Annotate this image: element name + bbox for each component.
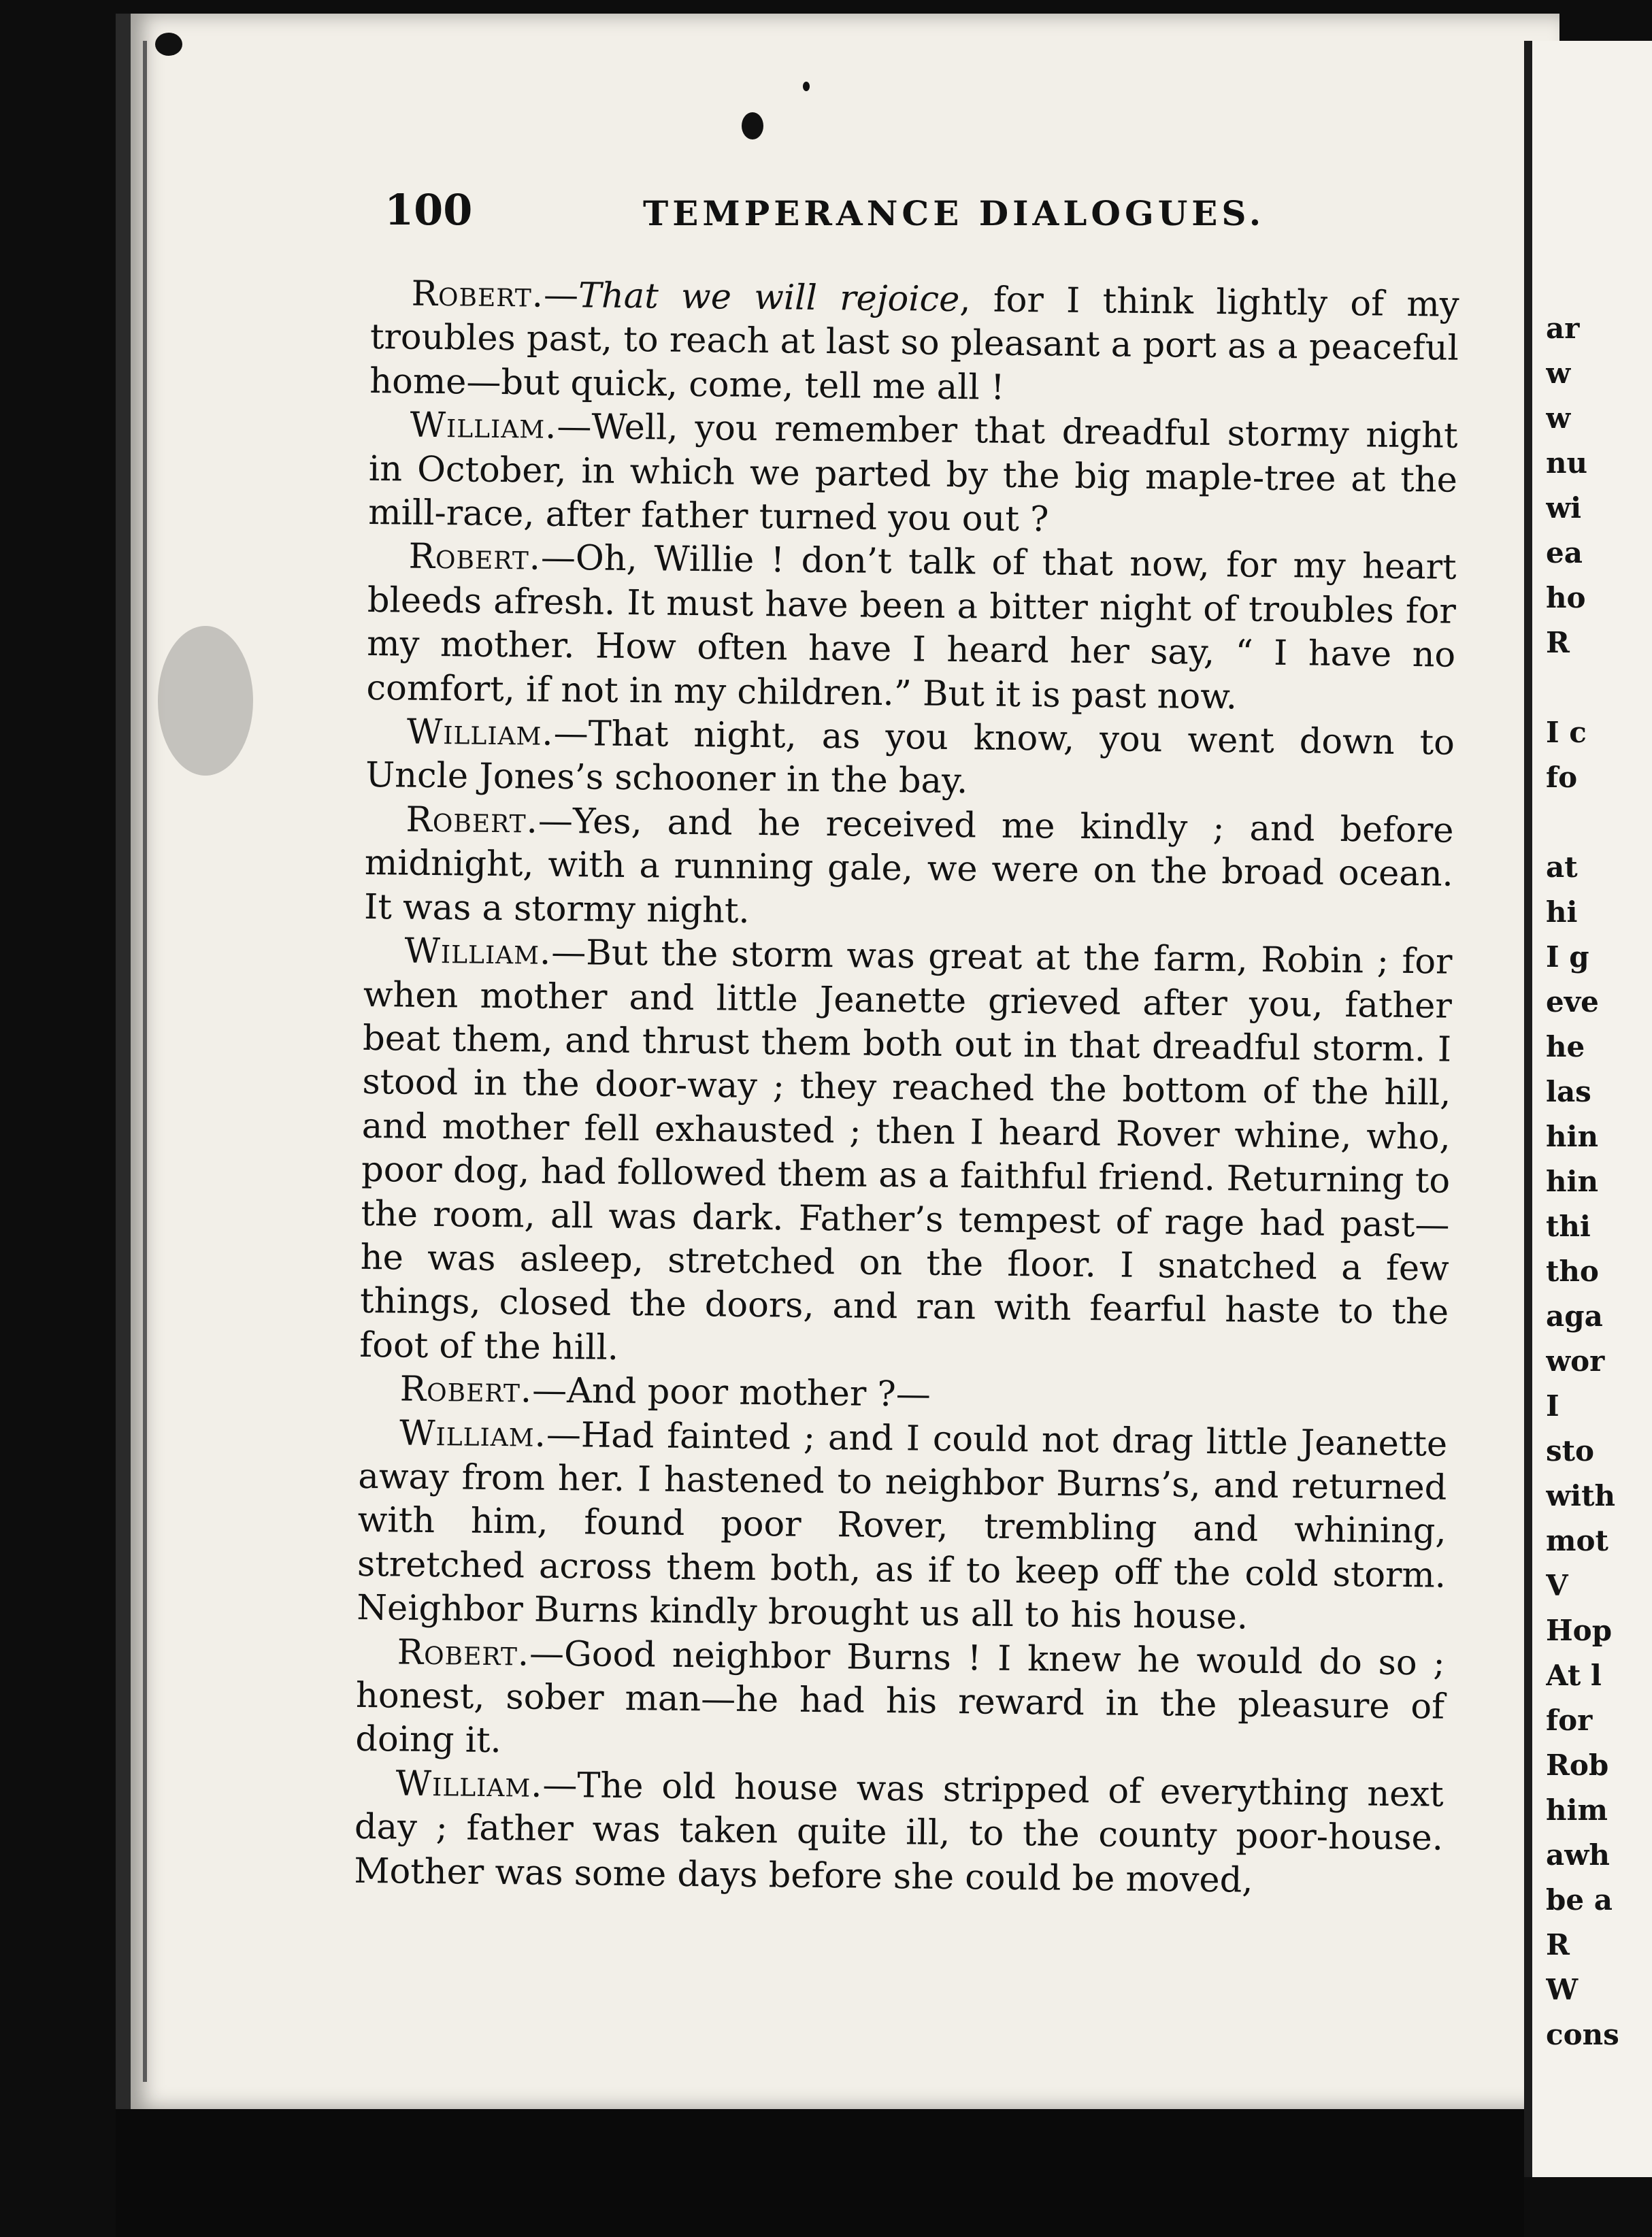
- right-page-line-fragment: hin: [1546, 1165, 1599, 1198]
- right-page-line-fragment: [1546, 800, 1652, 845]
- ink-blot: [742, 112, 763, 139]
- right-page-line-fragment: tho: [1546, 1255, 1599, 1288]
- page-number: 100: [384, 185, 473, 235]
- speech-text: —: [543, 275, 579, 316]
- speech-text: —But the storm was great at the farm, Robin ; for when mother and little Jeanette grieved after you, father beat them, and thrust them both out in that dreadful storm. I stood in the door-way ; they reached the bottom of the hill, and mother fell exhausted ; then I heard Rover whine, who, poor dog, had followed them as a faithful friend. Returning to the room, all was dark. Father’s tempest of rage had past—he was asleep, stretched on the floor. I snatched a few things, closed the doors, and ran with fearful haste to the foot of the hill.: [359, 932, 1453, 1368]
- right-page-line-fragment: for: [1546, 1704, 1593, 1737]
- right-page-text-fragments: [1546, 306, 1652, 2057]
- ink-blot: [803, 82, 810, 91]
- page-gutter: [143, 41, 147, 2082]
- speaker-name: William.: [410, 405, 557, 448]
- right-page-line-fragment: At l: [1546, 1659, 1602, 1692]
- right-page-line-fragment: [1546, 665, 1652, 710]
- dialogue-body: [354, 272, 1459, 1905]
- speech-text: —Yes, and he received me kindly ; and before midnight, with a running gale, we were on the broad ocean. It was a stormy night.: [363, 801, 1454, 931]
- speaker-name: Robert.: [411, 274, 544, 316]
- speech-text: —And poor mother ?—: [531, 1370, 931, 1415]
- right-page-line-fragment: R: [1546, 1928, 1570, 1961]
- right-page-line-fragment: awh: [1546, 1838, 1610, 1872]
- dialogue-paragraph: [364, 798, 1454, 941]
- right-page-line-fragment: mot: [1546, 1524, 1608, 1557]
- right-page-line-fragment: thi: [1546, 1210, 1591, 1243]
- speech-text: —Good neighbor Burns ! I knew he would do so ; honest, sober man—he had his reward in the pleasure of doing it.: [355, 1634, 1445, 1761]
- speech-text: —Had fainted ; and I could not drag little Jeanette away from her. I hastened to neighbor Burns’s, and returned with him, found poor Rover, trembling and whining, stretched across them both, as if to keep off the cold storm. Neighbor Burns kindly brought us all to his house.: [357, 1414, 1448, 1638]
- speaker-name: William.: [406, 712, 554, 754]
- right-page-line-fragment: Rob: [1546, 1749, 1609, 1782]
- right-page-line-fragment: he: [1546, 1030, 1585, 1063]
- paper-smudge: [158, 626, 253, 776]
- dialogue-paragraph: [369, 272, 1459, 415]
- right-page-line-fragment: I c: [1546, 716, 1587, 749]
- right-page-line-fragment: I g: [1546, 940, 1589, 974]
- speaker-name: Robert.: [399, 1369, 533, 1411]
- right-page-line-fragment: ar: [1546, 312, 1580, 345]
- right-page-line-fragment: be a: [1546, 1883, 1613, 1917]
- right-page-line-fragment: V: [1546, 1569, 1568, 1602]
- right-page-line-fragment: hin: [1546, 1120, 1599, 1153]
- right-page-line-fragment: with: [1546, 1479, 1616, 1512]
- speech-text: —The old house was stripped of everything next day ; father was taken quite ill, to the county poor-house. Mother was some days before she could be moved,: [354, 1765, 1444, 1901]
- running-head: TEMPERANCE DIALOGUES.: [643, 193, 1266, 233]
- right-page-line-fragment: wor: [1546, 1344, 1605, 1378]
- speech-text: —Oh, Willie ! don’t talk of that now, for my heart bleeds afresh. It must have been a bitter night of troubles for my mother. How often have I heard her say, “ I have no comfort, if not in my children.” But it is past now.: [366, 538, 1457, 718]
- speaker-name: Robert.: [397, 1632, 530, 1674]
- right-page-line-fragment: fo: [1546, 761, 1578, 794]
- dialogue-paragraph: [359, 929, 1453, 1379]
- speaker-name: Robert.: [406, 799, 539, 842]
- right-page-line-fragment: sto: [1546, 1434, 1595, 1468]
- right-page-line-fragment: w: [1546, 401, 1571, 435]
- right-page-line-fragment: Hop: [1546, 1614, 1613, 1647]
- right-page-line-fragment: I: [1546, 1389, 1559, 1423]
- speech-text: —That night, as you know, you went down to Uncle Jones’s schooner in the bay.: [365, 713, 1455, 802]
- right-page-line-fragment: eve: [1546, 985, 1599, 1018]
- right-page-line-fragment: hi: [1546, 895, 1578, 929]
- right-page-line-fragment: cons: [1546, 2018, 1619, 2051]
- speaker-name: William.: [399, 1413, 547, 1455]
- dialogue-paragraph: [355, 1630, 1445, 1773]
- right-page-line-fragment: ho: [1546, 581, 1586, 614]
- bottom-margin-shadow: [116, 2109, 1524, 2237]
- right-page-line-fragment: aga: [1546, 1299, 1603, 1333]
- dialogue-paragraph: [365, 710, 1455, 810]
- right-page-line-fragment: las: [1546, 1075, 1591, 1108]
- speaker-name: Robert.: [408, 537, 542, 579]
- right-page-line-fragment: w: [1546, 357, 1571, 390]
- ink-blot: [155, 33, 182, 56]
- emphasized-text: That we will rejoice: [578, 276, 960, 320]
- right-page-line-fragment: R: [1546, 626, 1570, 659]
- right-page-line-fragment: W: [1546, 1973, 1579, 2006]
- right-page-line-fragment: nu: [1546, 446, 1588, 480]
- right-page-line-fragment: wi: [1546, 491, 1582, 525]
- speaker-name: William.: [404, 931, 552, 973]
- dialogue-paragraph: [366, 535, 1457, 721]
- dialogue-paragraph: [357, 1411, 1447, 1642]
- dialogue-paragraph: [354, 1762, 1444, 1905]
- speech-text: —Well, you remember that dreadful stormy night in October, in which we parted by the big maple-tree at the mill-race, after father turned you out ?: [367, 407, 1458, 540]
- right-page-line-fragment: at: [1546, 850, 1578, 884]
- speech-text: , for I think lightly of my troubles past, to reach at last so pleasant a port as a peaceful home—but quick, come, tell me all !: [369, 280, 1459, 408]
- right-page-line-fragment: ea: [1546, 536, 1583, 569]
- dialogue-paragraph: [368, 403, 1458, 546]
- right-page-line-fragment: him: [1546, 1793, 1608, 1827]
- speaker-name: William.: [395, 1763, 543, 1806]
